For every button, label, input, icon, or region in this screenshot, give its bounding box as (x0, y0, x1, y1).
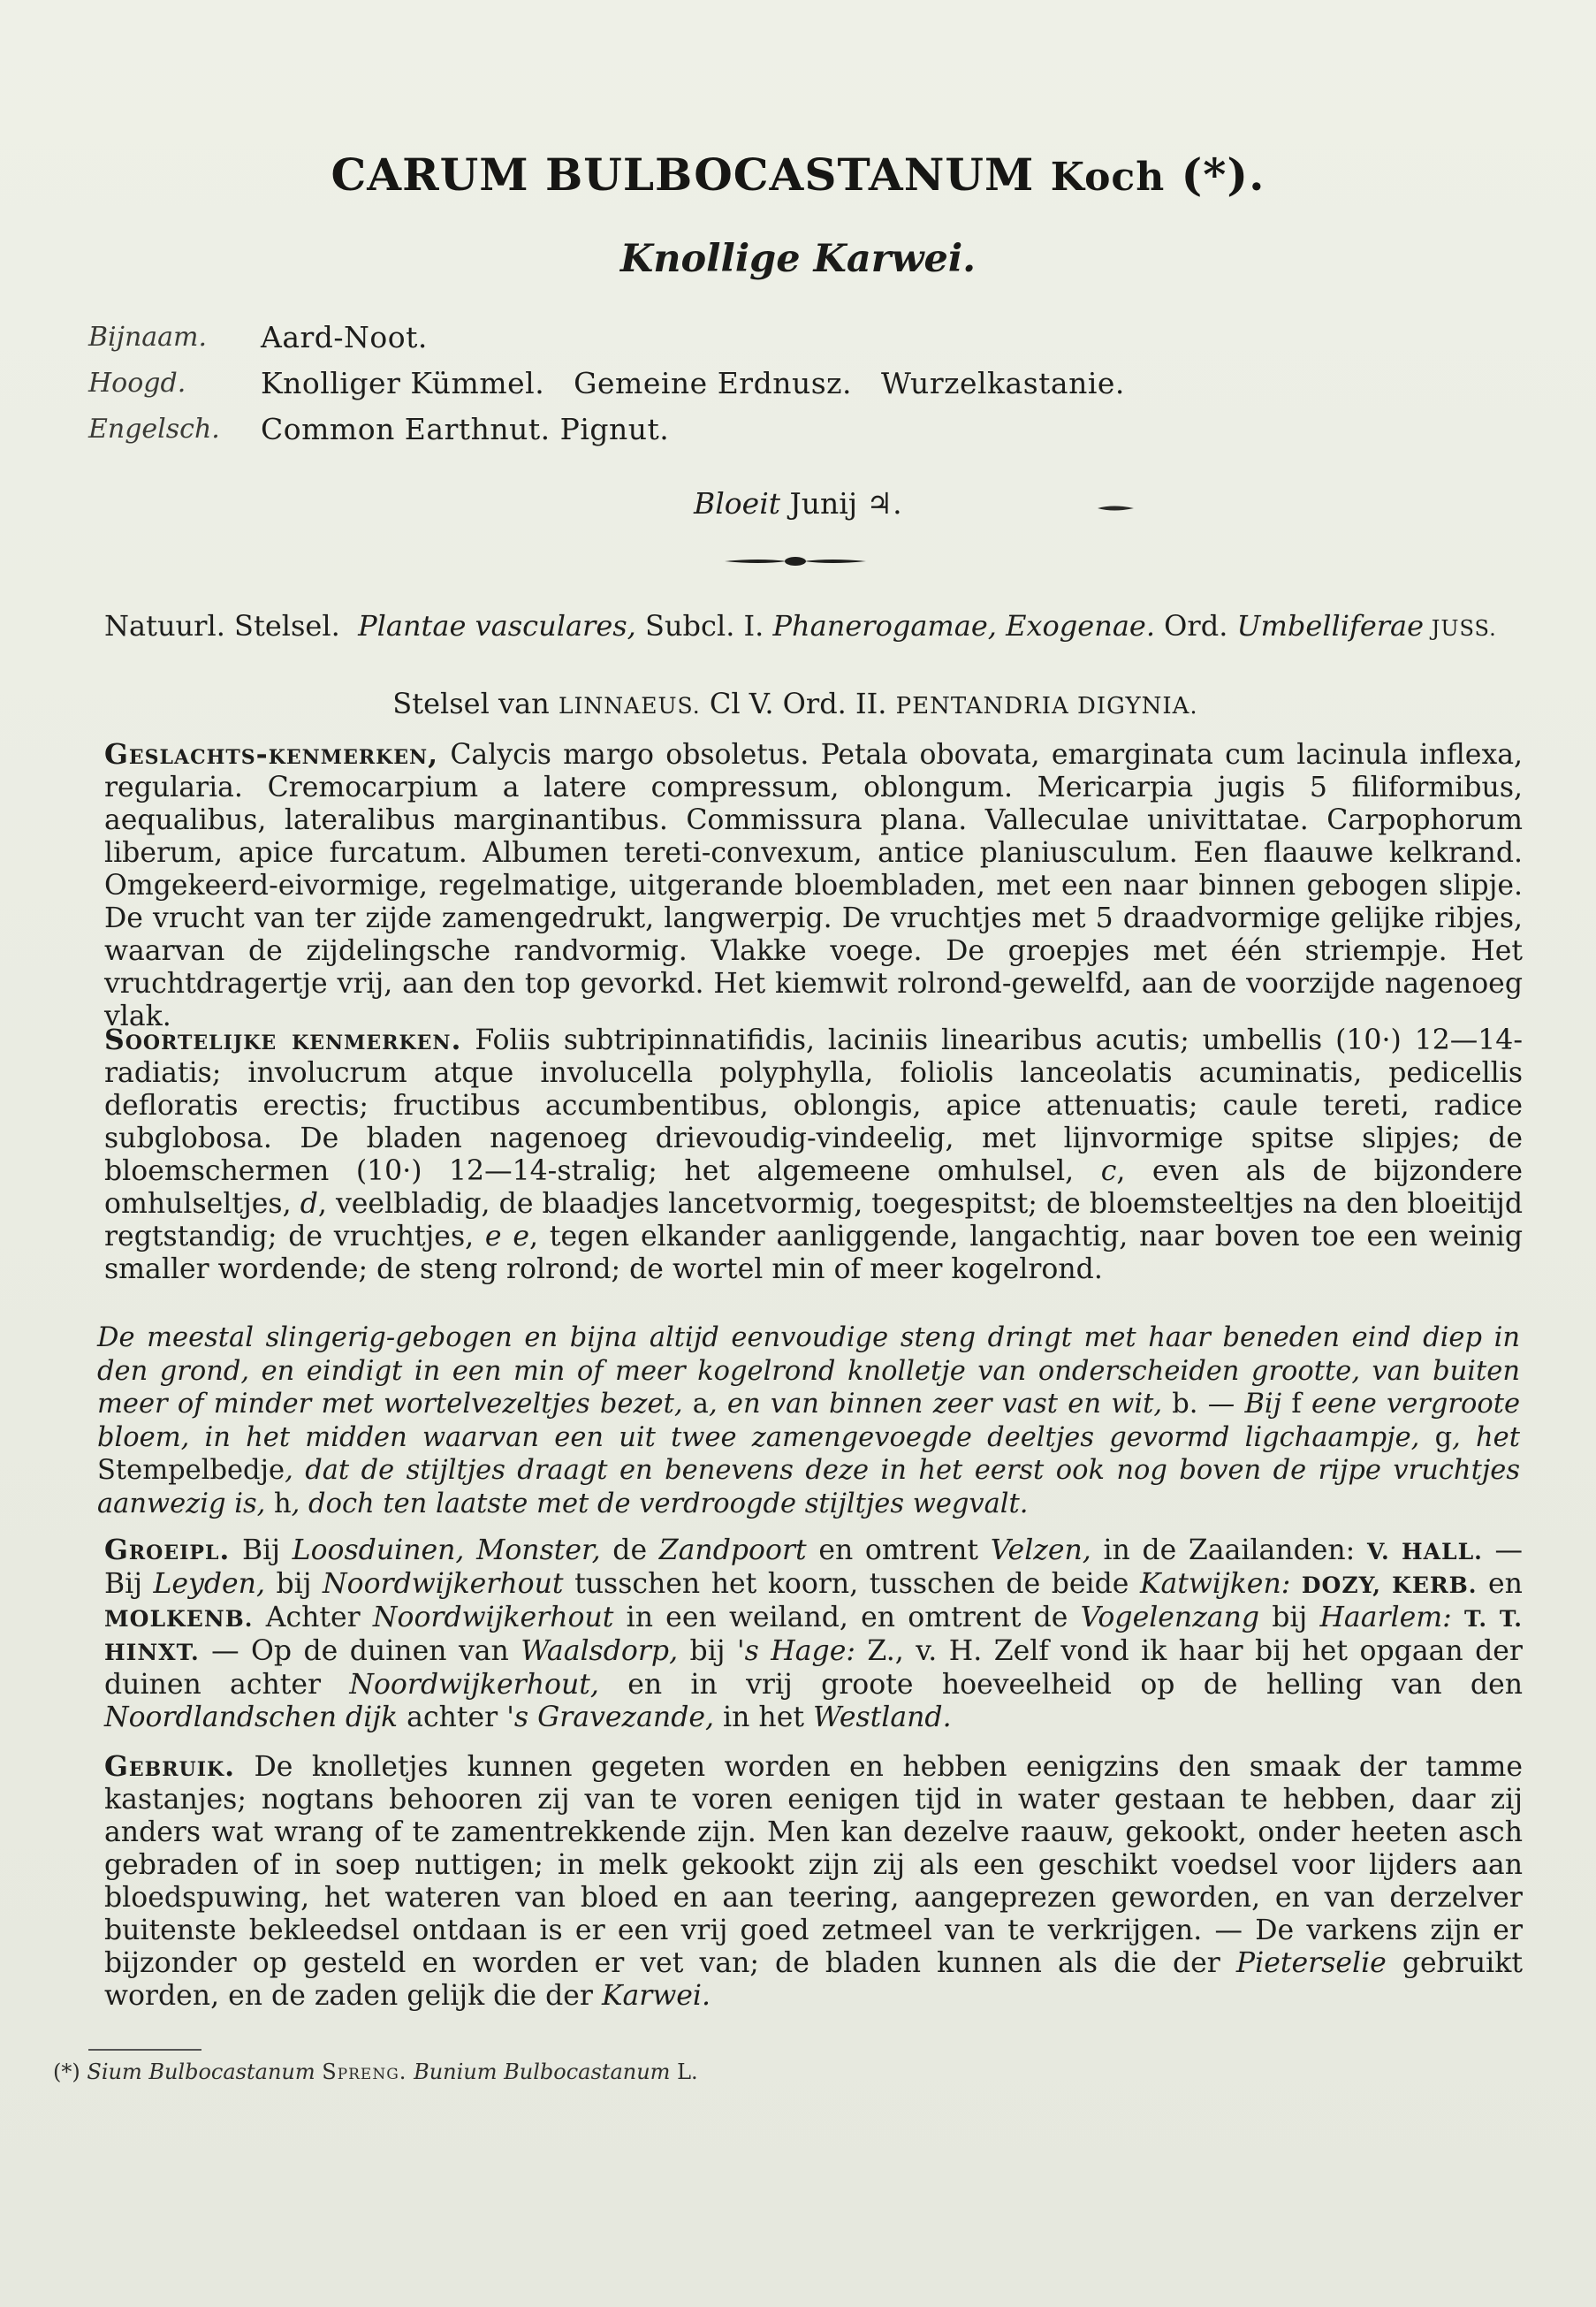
bloeit-value: Junij ♃. (789, 486, 902, 521)
locality: Vogelenzang (1080, 1602, 1260, 1633)
section-text (1290, 1568, 1302, 1600)
footnote (53, 2060, 698, 2084)
locality: Velzen, (990, 1534, 1091, 1566)
figure-ref: h (274, 1488, 292, 1519)
flourish-icon (1096, 504, 1136, 513)
section-text: , tegen elkander aanliggende, langachtig, naar boven toe een weinig smaller wordende; de steng rolrond; de wortel min of meer kogelrond. (104, 1221, 1524, 1285)
section-text: , veelbladig, de blaadjes lancetvormig, toegespitst; de bloemsteeltjes na den bloeitijd regtstandig; de vruchtjes, (104, 1188, 1523, 1252)
name-label: Hoogd. (88, 368, 186, 399)
collector: V. HALL. (1366, 1539, 1483, 1565)
section-text: , het (1452, 1421, 1520, 1453)
subtitle: Knollige Karwei. (619, 237, 977, 281)
figure-ref: d (300, 1188, 318, 1220)
locality: Waalsdorp, (521, 1635, 679, 1667)
synonym-author: Spreng. (322, 2060, 407, 2084)
section-text: — Bij (1197, 1389, 1292, 1420)
section-text: — Bij (104, 1534, 1524, 1600)
species-characters (104, 1024, 1523, 1286)
section-lead: Groeipl. (104, 1534, 231, 1566)
locality: Noordlandschen dijk (104, 1702, 399, 1733)
natuurl-text: Plantae vasculares, (358, 609, 636, 643)
natuurl-text: Phanerogamae, Exogenae. (772, 609, 1155, 643)
section-text: achter (398, 1702, 507, 1733)
name-value: Knolliger Kümmel. Gemeine Erdnusz. Wurzelkastanie. (261, 366, 1125, 400)
section-text: en (1477, 1568, 1523, 1600)
section-text: bij (678, 1635, 738, 1667)
usage (104, 1750, 1523, 2013)
collector: DOZY, KERB. (1301, 1572, 1478, 1598)
bloeit-label: Bloeit (694, 486, 781, 521)
locality: Noordwijkerhout (323, 1568, 564, 1600)
name-label: Bijnaam. (88, 322, 208, 353)
section-text: De knolletjes kunnen gegeten worden en hebben eenigzins den smaak der tamme kastanjes; nogtans behooren zij van te voren eenigen tijd in water gestaan te hebben, daar zij anders wat wrang of te zamentrekkende zijn. Men kan dezelve raauw, gekookt, onder heeten asch gebraden of in soep nuttigen; in melk gekookt zijn zij als een geschikt voedsel voor lijders aan bloedspuwing, het wateren van bloed en aan teering, aangeprezen geworden, en van derzelver buitenste bekleedsel ontdaan is er een vrij goed zetmeel van te verkrijgen. — De varkens zijn er bijzonder op gesteld en worden er vet van; de bladen kunnen als die der (104, 1751, 1523, 1979)
stelsel-text: LINNAEUS. (558, 693, 701, 719)
natuurl-text: Umbelliferae (1236, 609, 1425, 643)
section-text: gebruikt worden, en de zaden gelijk die der (104, 1947, 1523, 2012)
locality: Noordwijkerhout, (349, 1669, 599, 1701)
section-text: Stempelbedje (97, 1455, 285, 1486)
natuurl-text: Ord. (1155, 609, 1237, 643)
name-value: Common Earthnut. Pignut. (261, 412, 670, 446)
section-text: Foliis subtripinnatifidis, laciniis linearibus acutis; umbellis (10·) 12—14-radiatis; involucrum atque involucella polyphylla, foliolis lanceolatis acuminatis, pedicellis defloratis erectis; fructibus accumbentibus, oblongis, apice attenuatis; caule tereti, radice subglobosa. De bladen nagenoeg drievoudig-vindeelig, met lijnvormige spitse slipjes; de bloemschermen (10·) 12—14-stralig; het algemeene omhulsel, (104, 1024, 1523, 1187)
natuurl-text: JUSS. (1424, 616, 1497, 641)
section-lead: Soortelijke kenmerken. (104, 1024, 462, 1056)
locality: Loosduinen, Monster, (292, 1534, 601, 1566)
name-label: Engelsch. (88, 414, 220, 445)
figure-ref: b. (1172, 1389, 1198, 1420)
linnaeus-system (133, 688, 1458, 723)
synonym-author: L. (677, 2060, 698, 2084)
section-text: bij (1259, 1602, 1320, 1633)
section-text: , dat de stijltjes draagt en benevens deze in het eerst ook nog boven de rijpe vruchtjes aanwezig is, (97, 1455, 1520, 1519)
title-author: Koch (1050, 155, 1166, 200)
collector: MOLKENB. (104, 1606, 254, 1632)
name-value: Aard-Noot. (261, 320, 428, 354)
title-main: CARUM BULBOCASTANUM (331, 148, 1035, 201)
page-title (0, 148, 1596, 201)
section-text: en omtrent (806, 1534, 991, 1566)
section-text: Calycis margo obsoletus. Petala obovata, emarginata cum lacinula inflexa, regularia. Cremocarpium a latere compressum, oblongum. Mericarpia jugis 5 filiformibus, aequalibus, lateralibus marginantibus. Commissura plana. Valleculae univittatae. Carpophorum liberum, apice furcatum. Albumen tereti-convexum, antice planiusculum. Een flaauwe kelkrand. Omgekeerd-eivormige, regelmatige, uitgerande bloembladen, met een naar binnen gebogen slipje. De vrucht van ter zijde zamengedrukt, langwerpig. De vruchtjes met 5 draadvormige gelijke ribjes, waarvan de zijdelingsche randvormig. Vlakke voege. De groepjes met één striempje. Het vruchtdragertje vrij, aan den top gevorkd. Het kiemwit rolrond-gewelfd, aan de voorzijde nagenoeg vlak. (104, 739, 1523, 1032)
section-text: De meestal slingerig-gebogen en bijna altijd eenvoudige steng dringt met haar beneden eind diep in den grond, en eindigt in een min of meer kogelrond knolletje van onderscheiden grootte, van buiten meer of minder met wortelvezeltjes bezet, (97, 1322, 1520, 1420)
natuurl-text: Subcl. I. (635, 609, 773, 643)
section-text: bij (264, 1568, 323, 1600)
plant-name: Karwei. (601, 1980, 711, 2012)
section-text: Bij (230, 1534, 293, 1566)
locality: Haarlem: (1319, 1602, 1452, 1633)
figure-ref: f (1291, 1389, 1302, 1420)
flowering-period (694, 486, 902, 521)
stelsel-text: PENTANDRIA DIGYNIA. (895, 693, 1198, 720)
locality: Leyden, (153, 1568, 265, 1600)
natuurl-lead: Natuurl. Stelsel. (104, 609, 340, 643)
ornamental-rule-icon (725, 555, 866, 567)
section-text: tusschen het koorn, tusschen de beide (563, 1568, 1140, 1600)
synonym: Sium Bulbocastanum (87, 2060, 315, 2084)
name-row-engelsch (88, 407, 1125, 453)
plant-name: Pieterselie (1235, 1947, 1387, 1979)
genus-characters (104, 738, 1523, 1033)
collector: T. T. HINXT. (104, 1606, 1523, 1665)
title-ref: (*). (1181, 148, 1265, 201)
section-text: Achter (253, 1602, 373, 1633)
figure-ref: e e (484, 1221, 529, 1252)
name-row-hoogd (88, 361, 1125, 407)
locality: Katwijken: (1139, 1568, 1291, 1600)
section-text: , doch ten laatste met de verdroogde stijltjes wegvalt. (291, 1488, 1029, 1519)
description-italic (97, 1321, 1520, 1520)
section-text: in een weiland, en omtrent de (613, 1602, 1081, 1633)
stelsel-text: Stelsel van (392, 687, 559, 720)
section-text: en in vrij groote hoeveelheid op de helling van den (598, 1669, 1523, 1701)
figure-ref: g (1434, 1421, 1453, 1453)
section-text (1452, 1602, 1464, 1633)
section-text: de (600, 1534, 659, 1566)
section-text: — Op de duinen van (199, 1635, 521, 1667)
section-text: in het (714, 1702, 814, 1733)
section-text: in de Zaailanden: (1091, 1534, 1367, 1566)
vernacular-names (88, 315, 1125, 453)
section-lead: Gebruik. (104, 1750, 236, 1783)
section-text: , even als de bijzondere omhulseltjes, (104, 1155, 1523, 1220)
stelsel-text: Cl V. Ord. II. (700, 687, 896, 720)
localities (104, 1534, 1523, 1734)
natural-system (104, 610, 1523, 645)
section-text: eene vergroote bloem, in het midden waarvan een uit twee zamengevoegde deeltjes gevormd ligchaampje, (97, 1389, 1520, 1453)
figure-ref: c (1100, 1155, 1117, 1187)
locality: Zandpoort (658, 1534, 807, 1566)
synonym: Bunium Bulbocastanum (414, 2060, 671, 2084)
footnote-mark: (*) (53, 2060, 80, 2084)
footnote-divider (88, 2049, 201, 2051)
locality: Noordwijkerhout (372, 1602, 614, 1633)
name-row-bijnaam (88, 315, 1125, 361)
section-text: Z., v. H. Zelf vond ik haar bij het opgaan der duinen achter (104, 1635, 1523, 1701)
locality: 's Hage: (737, 1635, 855, 1667)
figure-ref: a (692, 1389, 709, 1420)
locality: 's Gravezande, (506, 1702, 715, 1733)
section-lead: Geslachts-kenmerken, (104, 738, 439, 771)
section-text: , en van binnen zeer vast en wit, (708, 1389, 1173, 1420)
locality: Westland. (813, 1702, 952, 1733)
